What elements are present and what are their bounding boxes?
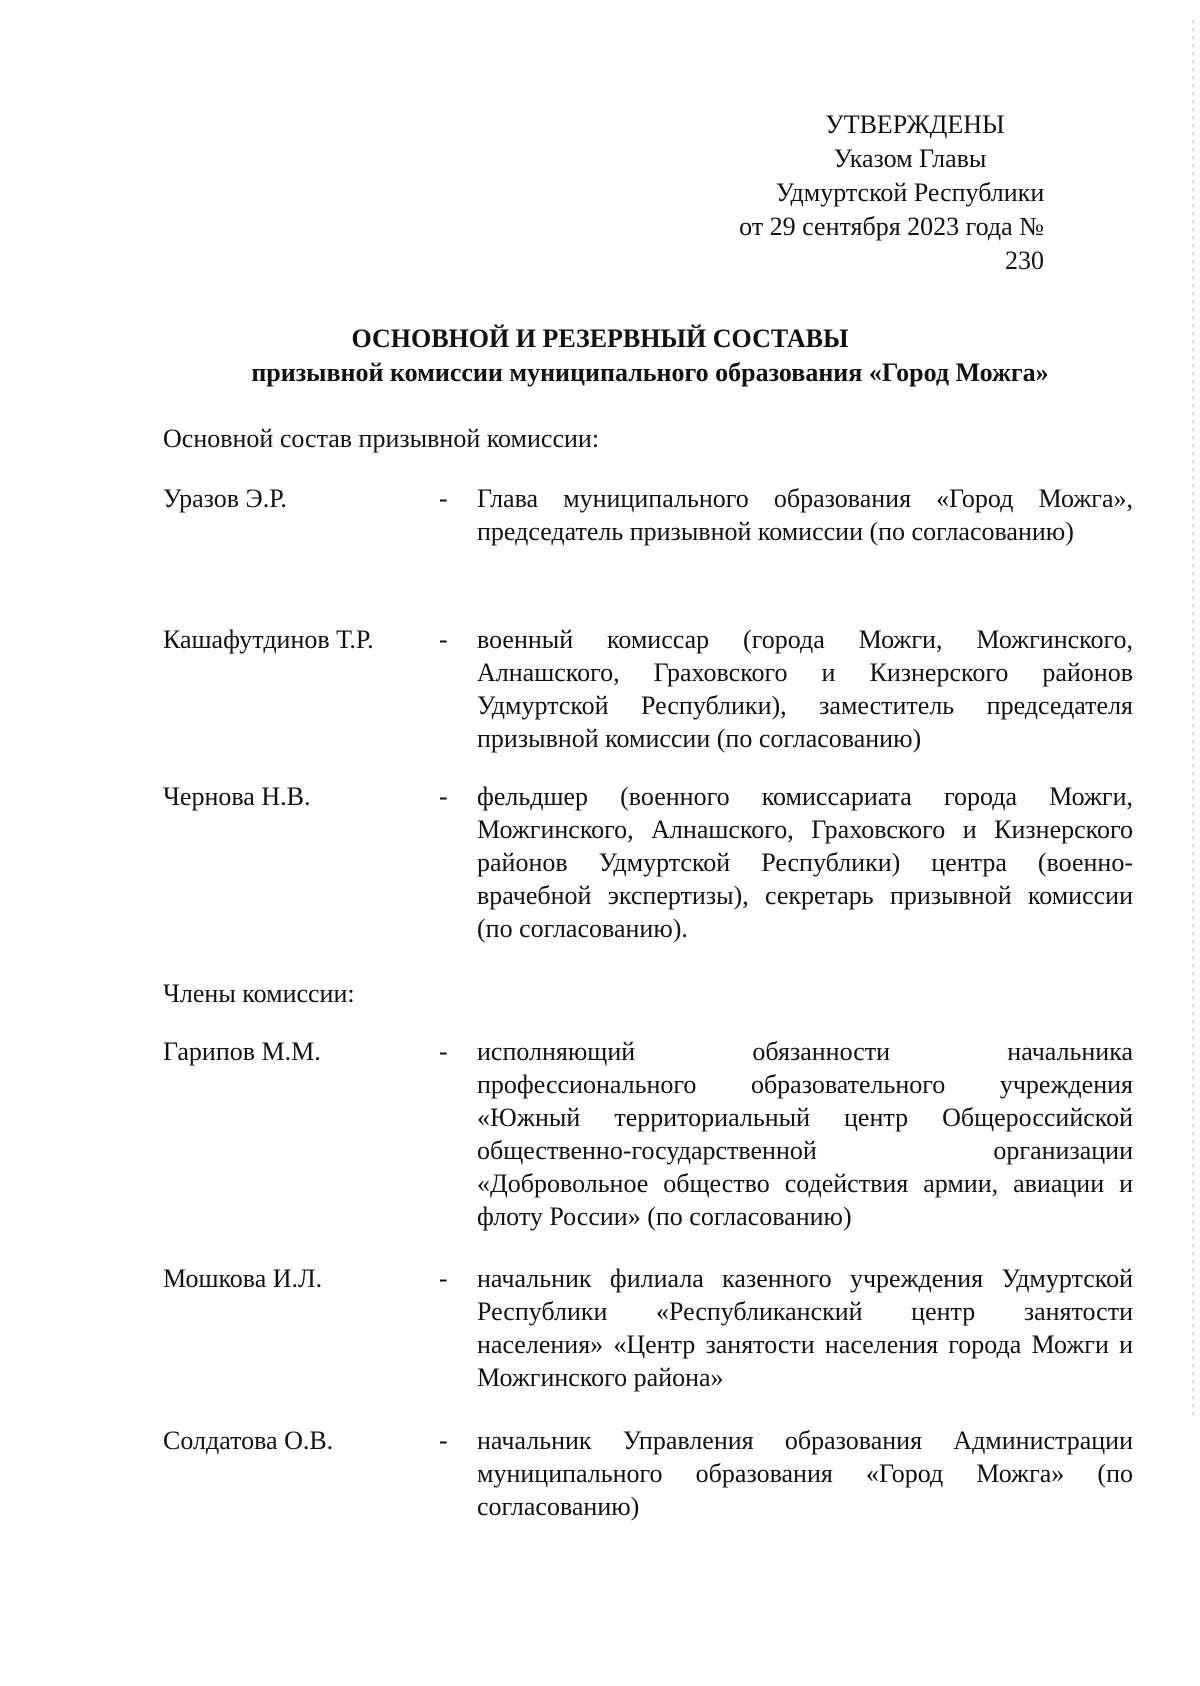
document-subtitle: призывной комиссии муниципального образования «Город Можга» <box>251 358 1049 387</box>
member-entry <box>163 623 1133 755</box>
member-dash: - <box>439 1037 448 1066</box>
member-entry <box>163 1424 1133 1523</box>
member-name: Солдатова О.В. <box>163 1426 334 1455</box>
document-title-main: ОСНОВНОЙ И РЕЗЕРВНЫЙ СОСТАВЫ <box>351 324 849 353</box>
section-heading-main: Основной состав призывной комиссии: <box>163 424 600 453</box>
member-name: Кашафутдинов Т.Р. <box>163 625 374 654</box>
member-entry <box>163 1262 1133 1394</box>
approval-authority: Удмуртской Республики <box>775 178 1045 207</box>
section-heading-members: Члены комиссии: <box>163 979 355 1008</box>
member-entry <box>163 482 1133 548</box>
member-role: фельдшер (военного комиссариата города Можги, Можгинского, Алнашского, Граховского и Кизнерского районов Удмуртской Республики) центра (военно-врачебной экспертизы), секретарь призывной комиссии (по согласованию). <box>477 782 1133 943</box>
approval-decree: Указом Главы <box>833 144 987 173</box>
scan-margin-dots <box>1192 20 1194 1420</box>
member-dash: - <box>439 782 448 811</box>
member-role: исполняющий обязанности начальника профессионального образовательного учреждения «Южный территориальный центр Общероссийской общественно-государственной организации «Добровольное общество содействия армии, авиации и флоту России» (по согласованию) <box>477 1037 1133 1231</box>
document-title <box>100 322 1100 390</box>
approval-stamp: УТВЕРЖДЕНЫ <box>825 110 1005 139</box>
member-dash: - <box>439 1264 448 1293</box>
member-dash: - <box>439 1426 448 1455</box>
member-entry <box>163 1035 1133 1233</box>
member-name: Мошкова И.Л. <box>163 1264 323 1293</box>
approval-block <box>700 108 1120 278</box>
member-role: начальник Управления образования Администрации муниципального образования «Город Можга» (по согласованию) <box>477 1426 1133 1521</box>
member-entry <box>163 780 1133 945</box>
member-role: начальник филиала казенного учреждения Удмуртской Республики «Республиканский центр занятости населения» «Центр занятости населения города Можги и Можгинского района» <box>477 1264 1133 1392</box>
member-role: Глава муниципального образования «Город Можга», председатель призывной комиссии (по согласованию) <box>477 484 1133 546</box>
approval-date: от 29 сентября 2023 года № 230 <box>739 212 1044 275</box>
member-name: Чернова Н.В. <box>163 782 311 811</box>
member-dash: - <box>439 484 448 513</box>
member-name: Уразов Э.Р. <box>163 484 287 513</box>
member-role: военный комиссар (города Можги, Можгинского, Алнашского, Граховского и Кизнерского районов Удмуртской Республики), заместитель председателя призывной комиссии (по согласованию) <box>477 625 1133 753</box>
member-dash: - <box>439 625 448 654</box>
member-name: Гарипов М.М. <box>163 1037 321 1066</box>
